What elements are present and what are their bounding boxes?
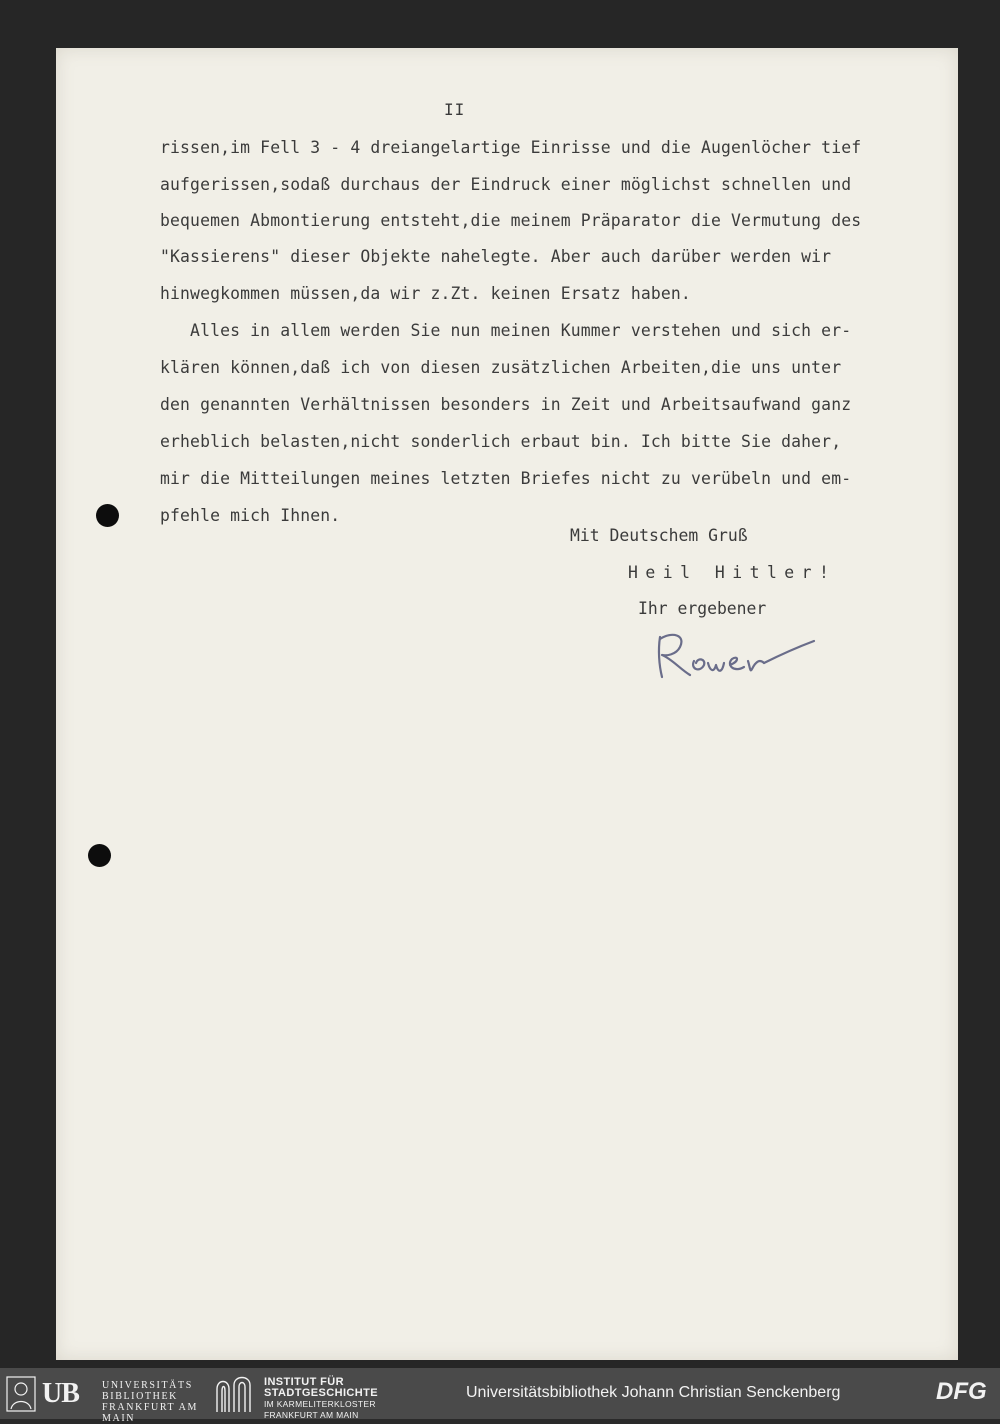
ub-logo[interactable] [6,1376,206,1424]
page-number: II [444,100,466,119]
isg-logo-line: STADTGESCHICHTE [264,1387,378,1399]
punch-hole-top [96,504,119,527]
body-line: Alles in allem werden Sie nun meinen Kummer verstehen und sich er- [160,321,852,340]
closing-sign-off: Ihr ergebener [638,599,767,618]
isg-logo-line: FRANKFURT AM MAIN [264,1410,359,1420]
isg-logo[interactable] [214,1375,414,1420]
body-line: den genannten Verhältnissen besonders in Zeit und Arbeitsaufwand ganz [160,395,852,414]
body-line: erheblich belasten,nicht sonderlich erbaut bin. Ich bitte Sie daher, [160,432,842,451]
body-line: pfehle mich Ihnen. [160,506,341,525]
ub-logo-line: FRANKFURT AM MAIN [102,1402,198,1424]
body-line: "Kassierens" dieser Objekte nahelegte. Aber auch darüber werden wir [160,247,832,266]
punch-hole-bottom [88,844,111,867]
handwritten-signature [650,625,820,685]
footer-bar [0,1368,1000,1424]
body-line: klären können,daß ich von diesen zusätzlichen Arbeiten,die uns unter [160,358,842,377]
body-line: rissen,im Fell 3 - 4 dreiangelartige Einrisse und die Augenlöcher tief [160,138,862,157]
ub-logo-line: UNIVERSITÄTS [102,1380,193,1391]
closing-salutation: Mit Deutschem Gruß [570,526,748,545]
closing-greeting: Heil Hitler! [628,563,837,582]
ub-logo-line: BIBLIOTHEK [102,1391,178,1402]
body-line: hinwegkommen müssen,da wir z.Zt. keinen Ersatz haben. [160,284,691,303]
dfg-logo[interactable]: DFG [936,1378,987,1405]
ub-logo-letters: UB [42,1378,79,1409]
body-line: aufgerissen,sodaß durchaus der Eindruck einer möglichst schnellen und [160,175,852,194]
body-line: mir die Mitteilungen meines letzten Briefes nicht zu verübeln und em- [160,469,852,488]
letter-page [56,48,958,1360]
isg-logo-line: IM KARMELITERKLOSTER [264,1399,376,1409]
ub-logo-text [102,1380,206,1424]
arches-icon [214,1375,254,1413]
body-line: bequemen Abmontierung entsteht,die meinem Präparator die Vermutung des [160,211,862,230]
isg-logo-text [264,1377,378,1421]
portrait-icon [6,1376,36,1412]
footer-title[interactable]: Universitätsbibliothek Johann Christian Senckenberg [466,1384,841,1401]
isg-logo-line: INSTITUT FÜR [264,1376,344,1388]
